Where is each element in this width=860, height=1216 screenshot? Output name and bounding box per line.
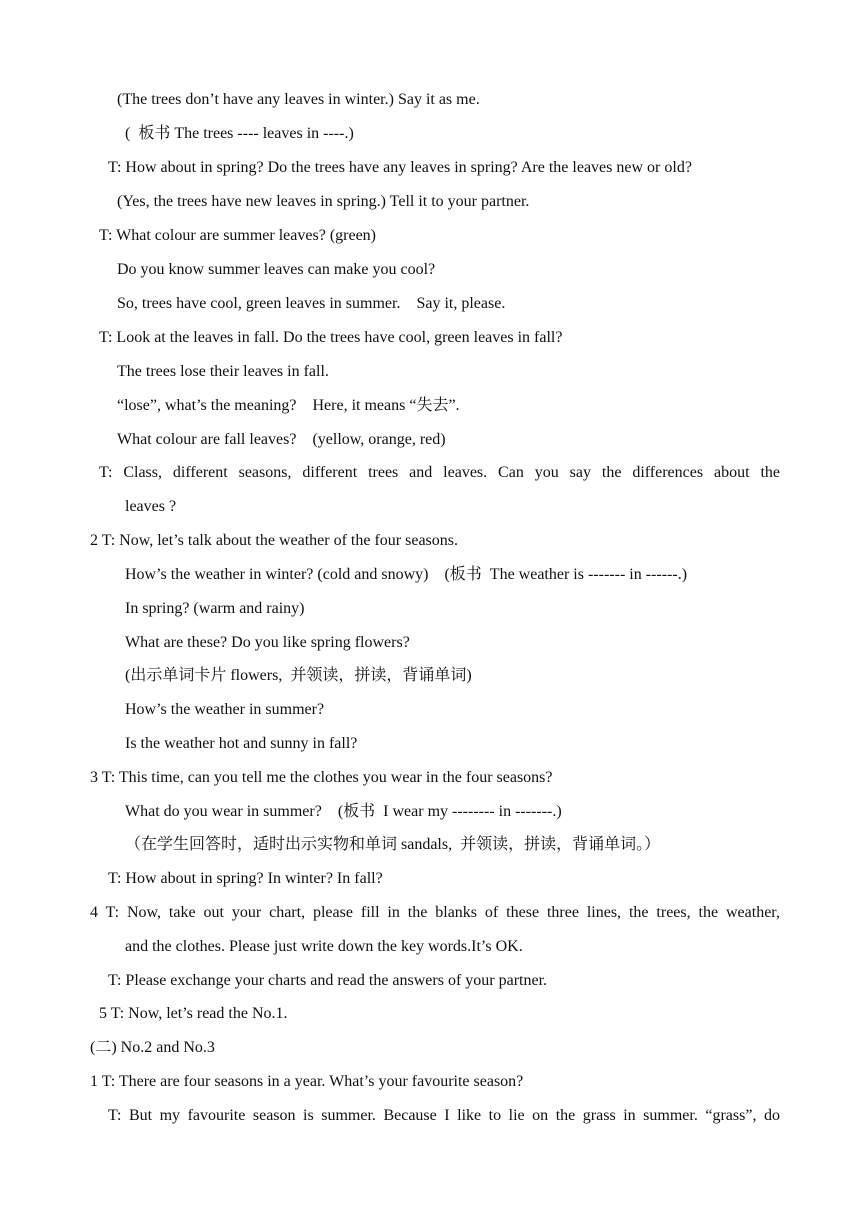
text-line: 2 T: Now, let’s talk about the weather of the four seasons.	[90, 532, 458, 549]
text-line: Do you know summer leaves can make you cool?	[117, 261, 436, 278]
text-line: (出示单词卡片 flowers, 并领读，拼读，背诵单词)	[125, 667, 472, 684]
text-line: How’s the weather in winter? (cold and snowy) (板书 The weather is ------- in ------.)	[125, 566, 688, 583]
text-line: ( 板书 The trees ---- leaves in ----.)	[125, 125, 354, 142]
text-line: leaves ?	[125, 498, 177, 515]
text-line: T: How about in spring? In winter? In fall?	[108, 870, 383, 887]
text-line: 3 T: This time, can you tell me the clothes you wear in the four seasons?	[90, 769, 553, 786]
text-line: How’s the weather in summer?	[125, 701, 325, 718]
text-line: (The trees don’t have any leaves in winter.) Say it as me.	[117, 91, 480, 108]
text-line: The trees lose their leaves in fall.	[117, 363, 329, 380]
text-line: T: Class, different seasons, different trees and leaves. Can you say the differences about the	[99, 464, 780, 481]
text-line: (Yes, the trees have new leaves in spring.) Tell it to your partner.	[117, 193, 530, 210]
text-line: In spring? (warm and rainy)	[125, 600, 305, 617]
text-line: 4 T: Now, take out your chart, please fill in the blanks of these three lines, the trees, the weather,	[90, 904, 780, 921]
text-line: What do you wear in summer? (板书 I wear my -------- in -------.)	[125, 803, 562, 820]
text-line: T: But my favourite season is summer. Because I like to lie on the grass in summer. “grass”, do	[108, 1107, 780, 1124]
text-line: and the clothes. Please just write down the key words.It’s OK.	[125, 938, 523, 955]
text-line: T: Please exchange your charts and read the answers of your partner.	[108, 972, 548, 989]
text-line: 1 T: There are four seasons in a year. What’s your favourite season?	[90, 1073, 524, 1090]
text-line: 5 T: Now, let’s read the No.1.	[99, 1005, 288, 1022]
text-line: So, trees have cool, green leaves in summer. Say it, please.	[117, 295, 506, 312]
text-line: T: Look at the leaves in fall. Do the trees have cool, green leaves in fall?	[99, 329, 563, 346]
text-line: What colour are fall leaves? (yellow, orange, red)	[117, 431, 446, 448]
section-heading: (二) No.2 and No.3	[90, 1039, 215, 1056]
text-line: What are these? Do you like spring flowers?	[125, 634, 410, 651]
text-line: （在学生回答时，适时出示实物和单词 sandals, 并领读，拼读，背诵单词。）	[125, 836, 661, 853]
text-line: “lose”, what’s the meaning? Here, it means “失去”.	[117, 397, 460, 414]
text-line: T: What colour are summer leaves? (green)	[99, 227, 376, 244]
text-line: Is the weather hot and sunny in fall?	[125, 735, 358, 752]
text-line: T: How about in spring? Do the trees have any leaves in spring? Are the leaves new or old?	[108, 159, 692, 176]
